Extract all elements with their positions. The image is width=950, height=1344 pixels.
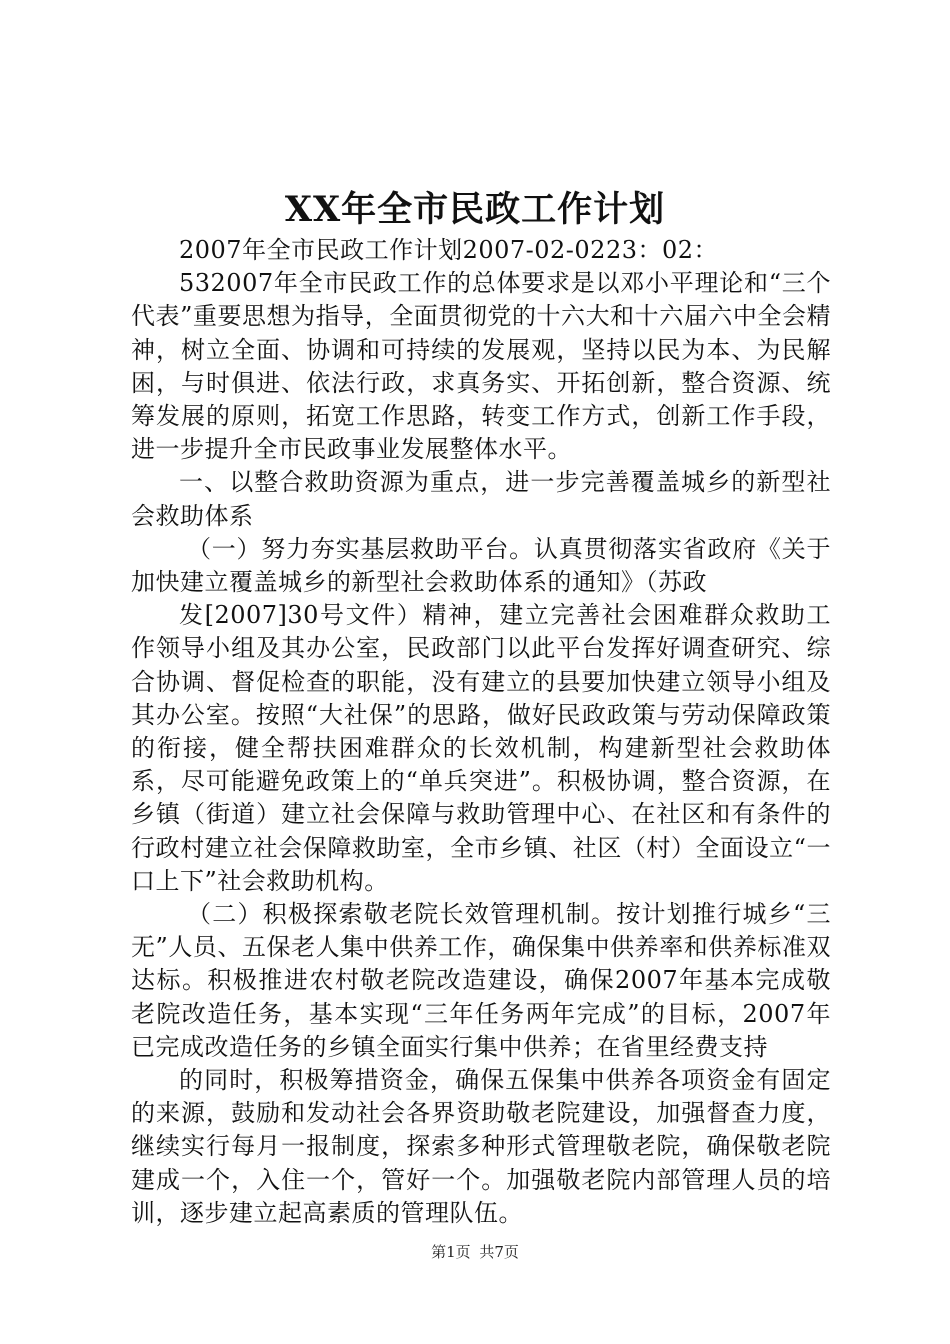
- paragraph-item-2: （二）积极探索敬老院长效管理机制。按计划推行城乡“三无”人员、五保老人集中供养工作，确保集中供养率和供养标准双达标。积极推进农村敬老院改造建设，确保2007年基本完成敬老院改造任务，基本实现“三年任务两年完成”的目标，2007年已完成改造任务的乡镇全面实行集中供养；在省里经费支持: [131, 900, 831, 1061]
- paragraph-general-requirements: 532007年全市民政工作的总体要求是以邓小平理论和“三个代表”重要思想为指导，全面贯彻党的十六大和十六届六中全会精神，树立全面、协调和可持续的发展观，坚持以民为本、为民解困，与时俱进、依法行政，求真务实、开拓创新，整合资源、统筹发展的原则，拓宽工作思路，转变工作方式，创新工作手段，进一步提升全市民政事业发展整体水平。: [131, 269, 831, 464]
- paragraph-item-2-continued: 的同时，积极筹措资金，确保五保集中供养各项资金有固定的来源，鼓励和发动社会各界资助敬老院建设，加强督查力度，继续实行每月一报制度，探索多种形式管理敬老院，确保敬老院建成一个，入住一个，管好一个。加强敬老院内部管理人员的培训，逐步建立起高素质的管理队伍。: [131, 1066, 831, 1227]
- page-number: 第1页: [431, 1243, 471, 1261]
- page-total: 共7页: [479, 1243, 519, 1261]
- page-footer: [0, 1242, 950, 1262]
- paragraph-item-1: （一）努力夯实基层救助平台。认真贯彻落实省政府《关于加快建立覆盖城乡的新型社会救助体系的通知》（苏政: [131, 534, 831, 597]
- document-title: XX年全市民政工作计划: [284, 189, 666, 230]
- paragraph-item-1-continued: 发[2007]30号文件）精神，建立完善社会困难群众救助工作领导小组及其办公室，民政部门以此平台发挥好调查研究、综合协调、督促检查的职能，没有建立的县要加快建立领导小组及其办公室。按照“大社保”的思路，做好民政政策与劳动保障政策的衔接，健全帮扶困难群众的长效机制，构建新型社会救助体系，尽可能避免政策上的“单兵突进”。积极协调，整合资源，在乡镇（街道）建立社会保障与救助管理中心、在社区和有条件的行政村建立社会保障救助室，全市乡镇、社区（村）全面设立“一口上下”社会救助机构。: [131, 601, 831, 895]
- paragraph-header-line: 2007年全市民政工作计划2007-02-0223：02：: [179, 236, 719, 264]
- section-heading-1: 一、以整合救助资源为重点，进一步完善覆盖城乡的新型社会救助体系: [131, 468, 831, 530]
- document-body: [131, 234, 831, 1230]
